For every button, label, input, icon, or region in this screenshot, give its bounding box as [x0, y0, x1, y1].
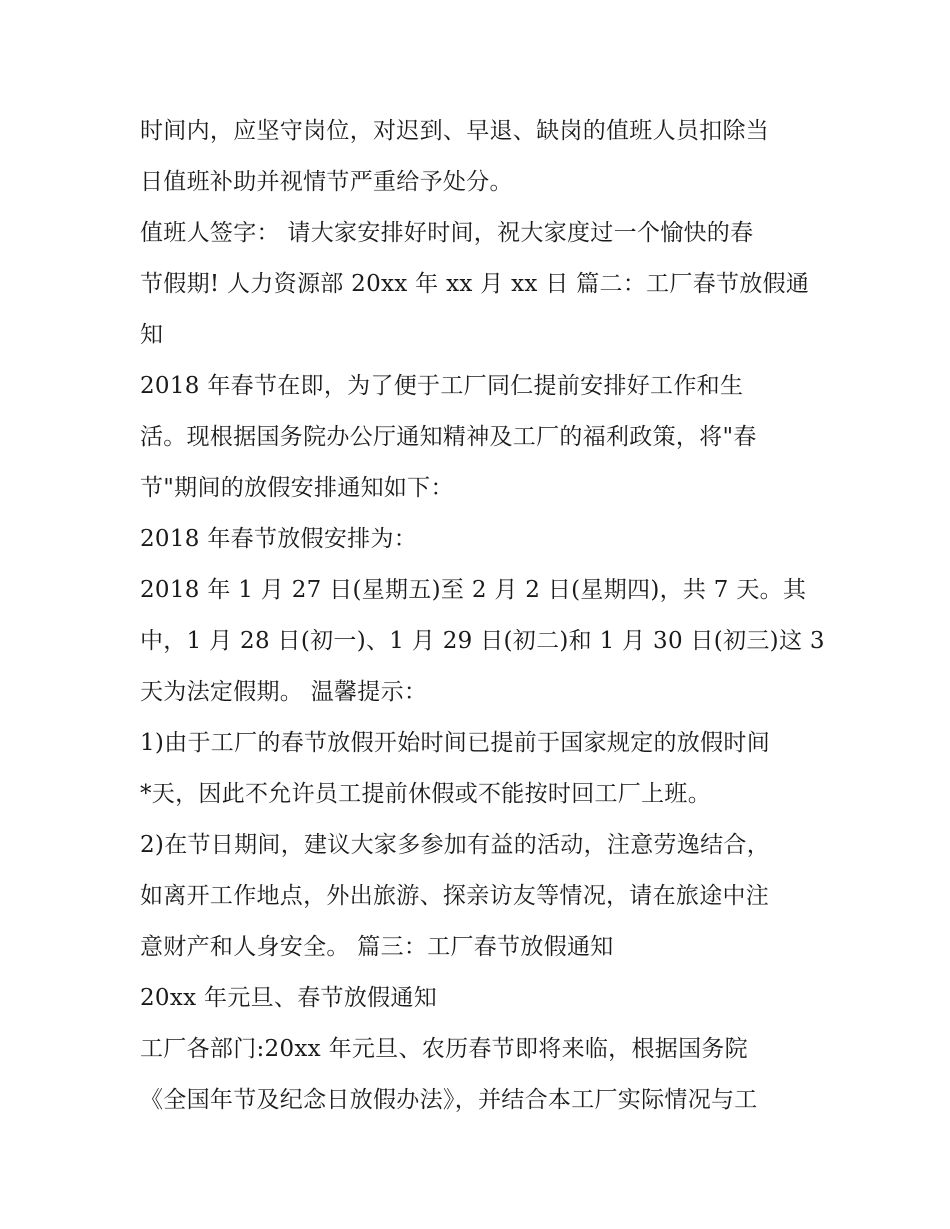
text-line: 活。现根据国务院办公厅通知精神及工厂的福利政策，将"春 — [140, 424, 757, 450]
text-line: *天，因此不允许员工提前休假或不能按时回工厂上班。 — [140, 781, 711, 807]
text-line: 时间内，应坚守岗位，对迟到、早退、缺岗的值班人员扣除当 — [140, 118, 770, 144]
text-line: 日值班补助并视情节严重给予处分。 — [140, 169, 513, 195]
text-line: 值班人签字： 请大家安排好时间，祝大家度过一个愉快的春 — [140, 220, 754, 246]
text-line: 2018 年春节在即，为了便于工厂同仁提前安排好工作和生 — [140, 373, 744, 399]
text-line: 意财产和人身安全。 篇三：工厂春节放假通知 — [140, 934, 614, 960]
text-line: 工厂各部门:20xx 年元旦、农历春节即将来临，根据国务院 — [140, 1036, 748, 1062]
text-line: 中，1 月 28 日(初一)、1 月 29 日(初二)和 1 月 30 日(初三)这 3 — [140, 628, 825, 654]
text-line: 2018 年春节放假安排为： — [140, 526, 418, 552]
text-line: 《全国年节及纪念日放假办法》，并结合本工厂实际情况与工 — [140, 1087, 758, 1113]
text-line: 天为法定假期。 温馨提示： — [140, 679, 428, 705]
text-line: 2018 年 1 月 27 日(星期五)至 2 月 2 日(星期四)，共 7 天。其 — [140, 577, 807, 603]
text-line: 1)由于工厂的春节放假开始时间已提前于国家规定的放假时间 — [140, 730, 771, 756]
text-line: 节"期间的放假安排通知如下： — [140, 475, 454, 501]
text-line: 2)在节日期间，建议大家多参加有益的活动，注意劳逸结合， — [140, 832, 771, 858]
text-line: 20xx 年元旦、春节放假通知 — [140, 985, 438, 1011]
document-body — [140, 106, 825, 1126]
text-line: 知 — [140, 322, 164, 348]
text-line: 如离开工作地点，外出旅游、探亲访友等情况，请在旅途中注 — [140, 883, 770, 909]
text-line: 节假期! 人力资源部 20xx 年 xx 月 xx 日 篇二：工厂春节放假通 — [140, 271, 810, 297]
